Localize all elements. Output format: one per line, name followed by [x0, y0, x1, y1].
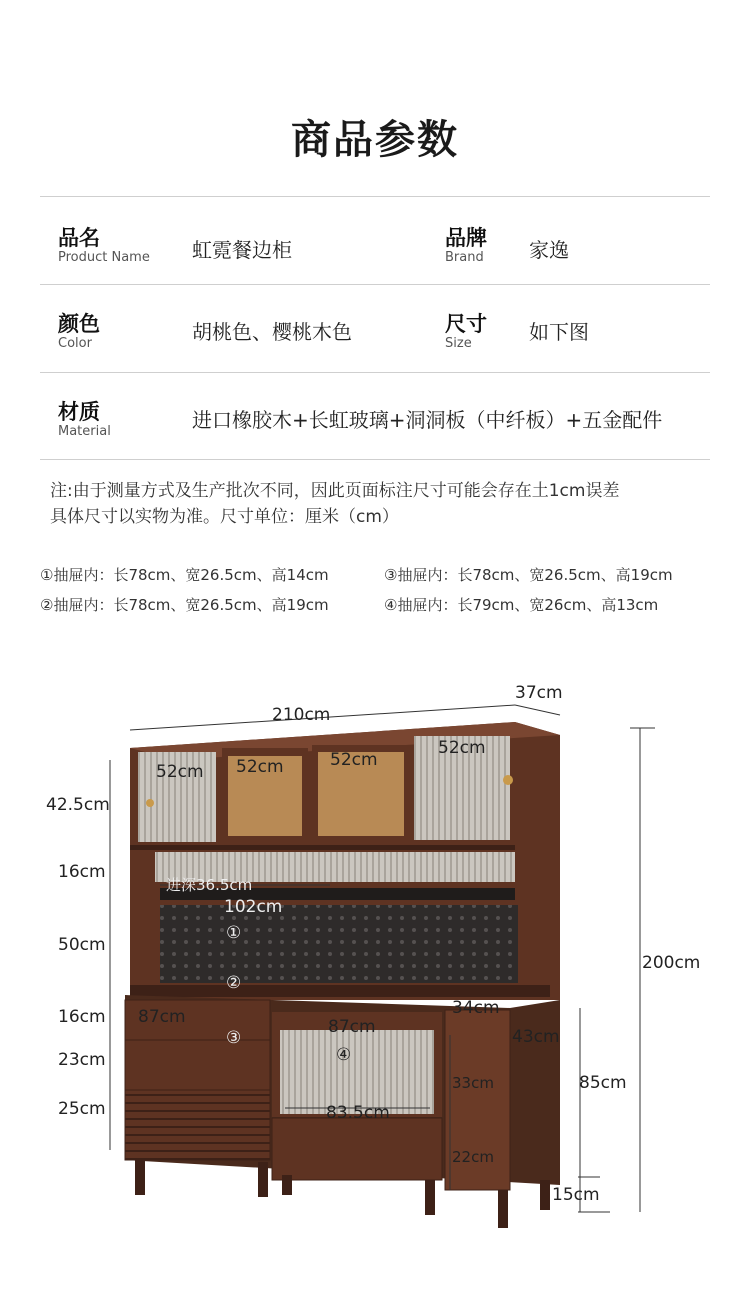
drawer-spec-2: ②抽屉内：长78cm、宽26.5cm、高19cm: [40, 596, 329, 614]
spec-sublabel-name: Product Name: [58, 250, 150, 265]
spec-label-name: 品名: [58, 226, 100, 250]
dim-upper-door-4: 52cm: [438, 738, 486, 758]
note-line-1: 注:由于测量方式及生产批次不同，因此页面标注尺寸可能会存在土1cm误差: [50, 481, 620, 501]
spec-label-size: 尺寸: [445, 312, 487, 336]
dim-base-left: 87cm: [138, 1007, 186, 1027]
spec-value-material: 进口橡胶木+长虹玻璃+洞洞板（中纤板）+五金配件: [192, 408, 663, 432]
dim-glass-height: 33cm: [452, 1074, 494, 1092]
dim-upper-door-1: 52cm: [156, 762, 204, 782]
dim-h-board: 50cm: [58, 935, 106, 955]
spec-value-brand: 家逸: [529, 238, 569, 262]
spec-label-material: 材质: [58, 400, 100, 424]
spec-value-color: 胡桃色、樱桃木色: [192, 320, 352, 344]
dim-h-drawer-1: 16cm: [58, 1007, 106, 1027]
spec-value-size: 如下图: [529, 320, 589, 344]
dim-width-total: 210cm: [272, 705, 331, 725]
page-title: 商品参数: [291, 117, 459, 163]
drawer-spec-1: ①抽屉内：长78cm、宽26.5cm、高14cm: [40, 566, 329, 584]
dim-base-mid: 87cm: [328, 1017, 376, 1037]
mark-1: ①: [226, 923, 242, 943]
mark-3: ③: [226, 1028, 242, 1048]
dim-h-upper: 42.5cm: [46, 795, 110, 815]
dim-base-height: 85cm: [579, 1073, 627, 1093]
spec-sublabel-material: Material: [58, 424, 111, 439]
dim-board-width: 102cm: [224, 897, 283, 917]
dim-lower-height: 22cm: [452, 1148, 494, 1166]
dim-upper-door-3: 52cm: [330, 750, 378, 770]
spec-sublabel-color: Color: [58, 336, 92, 351]
spec-sublabel-brand: Brand: [445, 250, 484, 265]
spec-sublabel-size: Size: [445, 336, 472, 351]
note-line-2: 具体尺寸以实物为准。尺寸单位：厘米（cm）: [50, 507, 399, 527]
dim-depth: 37cm: [515, 683, 563, 703]
dim-leg-height: 15cm: [552, 1185, 600, 1205]
spec-value-name: 虹霓餐边柜: [192, 238, 292, 262]
dim-upper-door-2: 52cm: [236, 757, 284, 777]
dim-inner-depth: 进深36.5cm: [166, 876, 253, 894]
dim-glass-width: 83.5cm: [326, 1103, 390, 1123]
spec-label-brand: 品牌: [445, 226, 487, 250]
dim-h-shelf: 16cm: [58, 862, 106, 882]
dim-h-drawer-3: 25cm: [58, 1099, 106, 1119]
drawer-spec-3: ③抽屉内：长78cm、宽26.5cm、高19cm: [384, 566, 673, 584]
mark-2: ②: [226, 973, 242, 993]
drawer-spec-4: ④抽屉内：长79cm、宽26cm、高13cm: [384, 596, 659, 614]
mark-4: ④: [336, 1045, 352, 1065]
dim-h-drawer-2: 23cm: [58, 1050, 106, 1070]
dim-base-depth: 43cm: [512, 1027, 560, 1047]
dim-height-total: 200cm: [642, 953, 701, 973]
dim-base-right: 34cm: [452, 998, 500, 1018]
spec-label-color: 颜色: [58, 312, 100, 336]
